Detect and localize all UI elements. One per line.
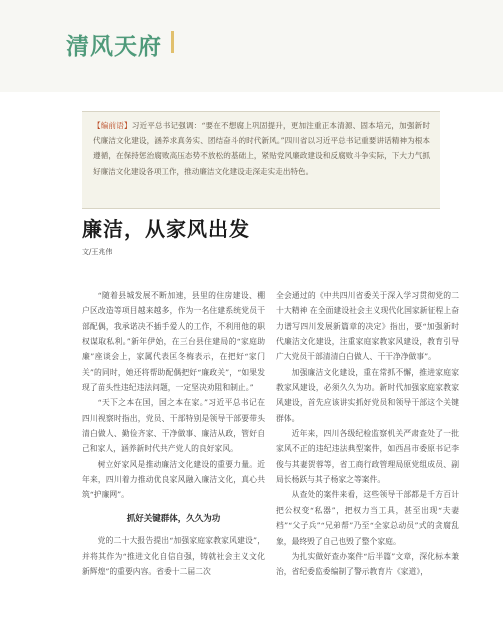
section-title: 清风天府: [66, 34, 162, 60]
paragraph: 近年来，四川各级纪检监察机关严肃查处了一批家风不正的违纪违法典型案件，如西昌市委原书记李俊与其妻贺蓉等，省工商行政管理局原党组成员、副局长杨跃与其子杨家之等案件。: [276, 429, 459, 485]
title-accent-bar: [171, 31, 174, 53]
paragraph: 为扎实做好查办案件“后半篇”文章，深化标本兼治，省纪委监委编制了警示教育片《家道》，: [276, 551, 459, 577]
section-subhead: 抓好关键群体，久久为功: [126, 513, 221, 524]
article-right-column: [276, 288, 459, 580]
paragraph: 树立好家风是推动廉洁文化建设的重要力量。近年来，四川着力推动优良家风融入廉洁文化，真心共筑“护廉网”。: [82, 459, 265, 500]
paragraph: 党的二十大报告提出“加强家庭家教家风建设”，并将其作为“推进文化自信自强，铸就社会主义文化新辉煌”的重要内容。省委十二届二次: [82, 536, 265, 576]
article-headline: 廉洁，从家风出发: [82, 217, 250, 241]
paragraph: 从查处的案件来看，这些领导干部都是千方百计把公权变“私器”，把权力当工具，甚至出现“夫妻档”“父子兵”“兄弟帮”乃至“全家总动员”式的贪腐乱象，最终毁了自己也毁了整个家庭。: [276, 490, 459, 546]
editor-note-text: 习近平总书记强调：“要在不想腐上巩固提升，更加注重正本清源、固本培元，加强新时代廉洁文化建设，涵养求真务实、团结奋斗的时代新风。”四川省以习近平总书记重要讲话精神为根本遵循，在保持惩治腐败高压态势不放松的基础上，紧贴党风廉政建设和反腐败斗争实际，下大力气抓好廉洁文化建设各项工作，推动廉洁文化建设走深走实走出特色。: [93, 121, 430, 176]
editor-note: [93, 118, 430, 179]
paragraph: 加强廉洁文化建设，重在常抓不懈，推进家庭家教家风建设，必须久久为功。新时代加强家庭家教家风建设，首先应该讲实抓好党员和领导干部这个关键群体。: [276, 367, 459, 423]
paragraph: “随着县城发展不断加速，县里的住房建设、棚户区改造等项目越来越多，作为一名住建系统党员干部配偶，我承诺决不插手爱人的工作，不利用他的职权谋取私利。”新年伊始，在三台县住建局的“家庭助廉”座谈会上，家属代表匡冬梅表示，在把好“家门关”的同时，她还将帮助配偶把好“廉政关”，“如果发现了苗头性违纪违法问题，一定坚决劝阻和制止。”: [82, 291, 265, 393]
paragraph: 全会通过的《中共四川省委关于深入学习贯彻党的二十大精神 在全面建设社会主义现代化国家新征程上奋力谱写四川发展新篇章的决定》指出，要“加强新时代廉洁文化建设，注重家庭家教家风建设，教育引导广大党员干部清清白白做人、干干净净做事”。: [276, 291, 459, 362]
article-byline: 文/王兆伟: [82, 248, 113, 256]
article-left-column: [82, 288, 265, 579]
paragraph: “天下之本在国，国之本在家。”习近平总书记在四川视察时指出，党员、干部特别是领导干部要带头清白做人、勤俭齐家、干净做事、廉洁从政，管好自己和家人，涵养新时代共产党人的良好家风。: [82, 398, 265, 454]
editor-note-label: 【编前语】: [93, 121, 132, 130]
